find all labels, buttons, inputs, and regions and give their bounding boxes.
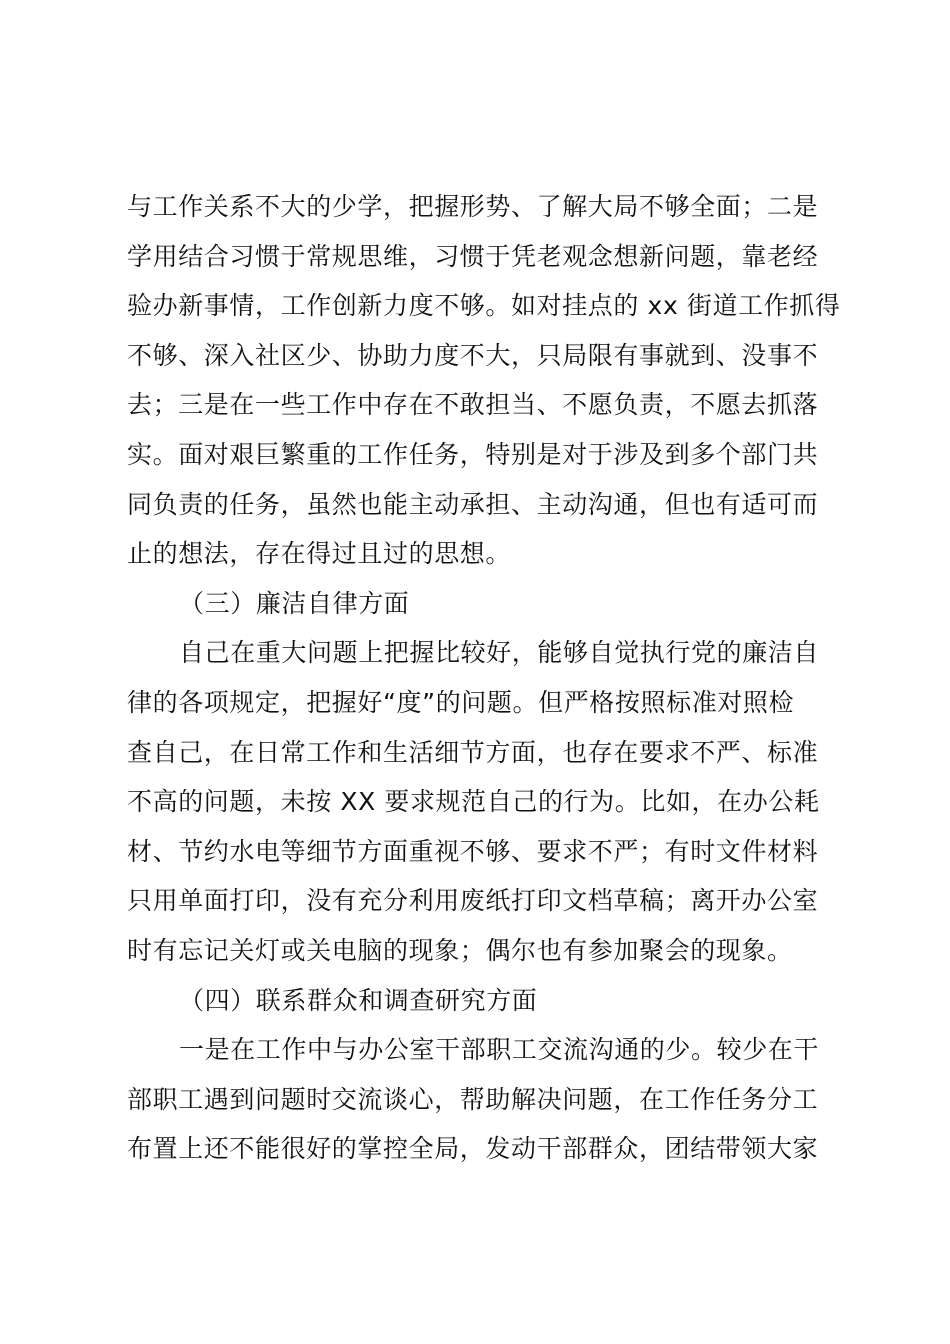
paragraph-line: 实。面对艰巨繁重的工作任务，特别是对于涉及到多个部门共 <box>127 439 819 469</box>
paragraph-line: 不够、深入社区少、协助力度不大，只局限有事就到、没事不 <box>127 340 819 370</box>
paragraph-line: 只用单面打印，没有充分利用废纸打印文档草稿；离开办公室 <box>127 886 819 916</box>
paragraph-line: 材、节约水电等细节方面重视不够、要求不严；有时文件材料 <box>127 836 819 866</box>
paragraph-line: 同负责的任务，虽然也能主动承担、主动沟通，但也有适可而 <box>127 489 819 519</box>
section-heading-4: （四）联系群众和调查研究方面 <box>179 985 538 1015</box>
paragraph-line: 一是在工作中与办公室干部职工交流沟通的少。较少在干 <box>179 1035 820 1065</box>
paragraph-line: 自己在重大问题上把握比较好，能够自觉执行党的廉洁自 <box>179 638 820 668</box>
paragraph-line: 时有忘记关灯或关电脑的现象；偶尔也有参加聚会的现象。 <box>127 935 793 965</box>
paragraph-line: 布置上还不能很好的掌控全局，发动干部群众，团结带领大家 <box>127 1134 819 1164</box>
paragraph-line: 验办新事情，工作创新力度不够。如对挂点的 xx 街道工作抓得 <box>127 291 841 321</box>
paragraph-line: 学用结合习惯于常规思维，习惯于凭老观念想新问题，靠老经 <box>127 241 819 271</box>
paragraph-line: 去；三是在一些工作中存在不敢担当、不愿负责，不愿去抓落 <box>127 390 819 420</box>
section-heading-3: （三）廉洁自律方面 <box>179 588 410 618</box>
paragraph-line: 止的想法，存在得过且过的思想。 <box>127 539 512 569</box>
document-body <box>127 182 841 1174</box>
paragraph-line: 部职工遇到问题时交流谈心，帮助解决问题，在工作任务分工 <box>127 1084 819 1114</box>
paragraph-line: 律的各项规定，把握好“度”的问题。但严格按照标准对照检 <box>127 687 795 717</box>
paragraph-line: 不高的问题，未按 XX 要求规范自己的行为。比如，在办公耗 <box>127 787 820 817</box>
paragraph-line: 与工作关系不大的少学，把握形势、了解大局不够全面；二是 <box>127 192 819 221</box>
paragraph-line: 查自己，在日常工作和生活细节方面，也存在要求不严、标准 <box>127 737 819 767</box>
